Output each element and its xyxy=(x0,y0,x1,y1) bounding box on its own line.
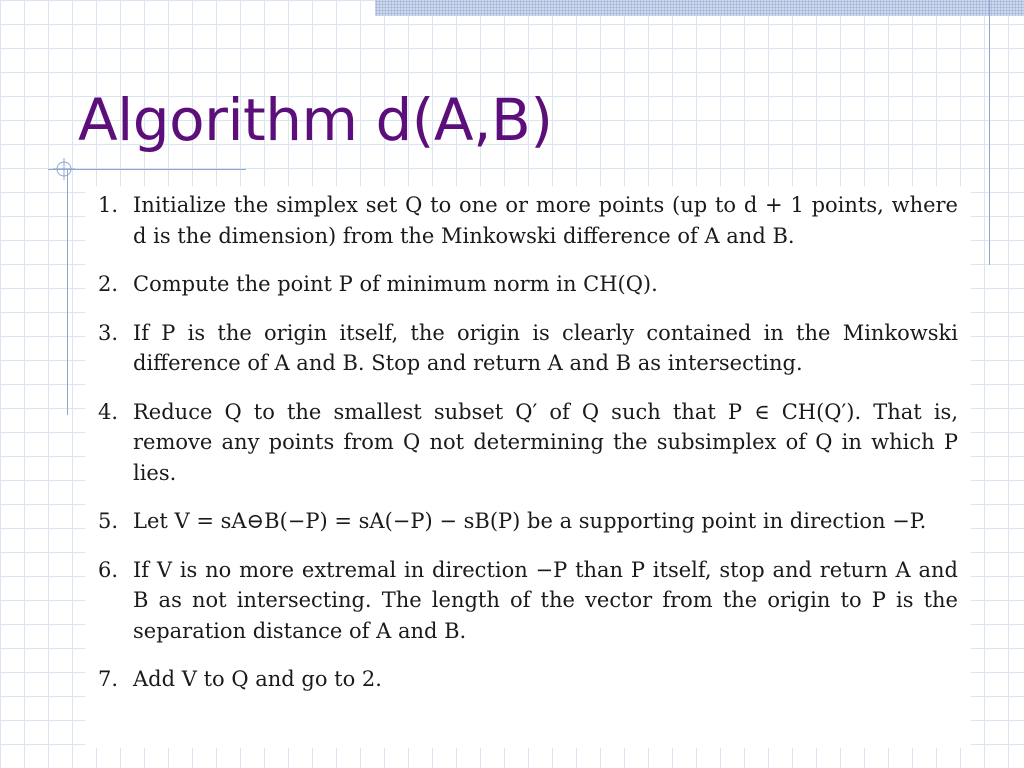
step-5 xyxy=(98,506,958,537)
right-decorative-rule xyxy=(989,0,990,265)
algorithm-content-panel xyxy=(85,186,971,748)
step-7 xyxy=(98,664,958,695)
step-text: Reduce Q to the smallest subset Q′ of Q such that P ∈ CH(Q′). That is, remove any points from Q not determining the subsimplex of Q in which P lies. xyxy=(133,399,958,485)
step-number: 2. xyxy=(98,272,119,296)
step-3 xyxy=(98,318,958,379)
title-underline-rule xyxy=(48,169,246,170)
step-2 xyxy=(98,269,958,300)
step-number: 6. xyxy=(98,557,119,582)
slide-title: Algorithm d(A,B) xyxy=(78,86,553,154)
step-number: 3. xyxy=(98,320,119,345)
step-text: Initialize the simplex set Q to one or more points (up to d + 1 points, where d is the dimension) from the Minkowski difference of A and B. xyxy=(133,193,958,248)
step-1 xyxy=(98,190,958,251)
step-text: If P is the origin itself, the origin is clearly contained in the Minkowski difference of A and B. Stop and return A and B as intersecting. xyxy=(133,320,958,375)
step-text: Compute the point P of minimum norm in CH(Q). xyxy=(133,272,658,296)
step-text: Add V to Q and go to 2. xyxy=(133,667,382,691)
algorithm-steps-list xyxy=(98,190,958,713)
left-decorative-rule xyxy=(67,170,68,415)
step-4 xyxy=(98,397,958,489)
step-6 xyxy=(98,555,958,647)
step-number: 1. xyxy=(98,193,119,217)
step-number: 5. xyxy=(98,509,119,533)
step-number: 4. xyxy=(98,399,119,424)
top-decorative-band xyxy=(375,0,1024,16)
step-text: If V is no more extremal in direction −P than P itself, stop and return A and B as not intersecting. The length of the vector from the origin to P is the separation distance of A and B. xyxy=(133,557,958,643)
crosshair-ornament-icon xyxy=(53,158,75,180)
step-number: 7. xyxy=(98,667,119,691)
step-text: Let V = sA⊖B(−P) = sA(−P) − sB(P) be a supporting point in direction −P. xyxy=(133,509,927,533)
